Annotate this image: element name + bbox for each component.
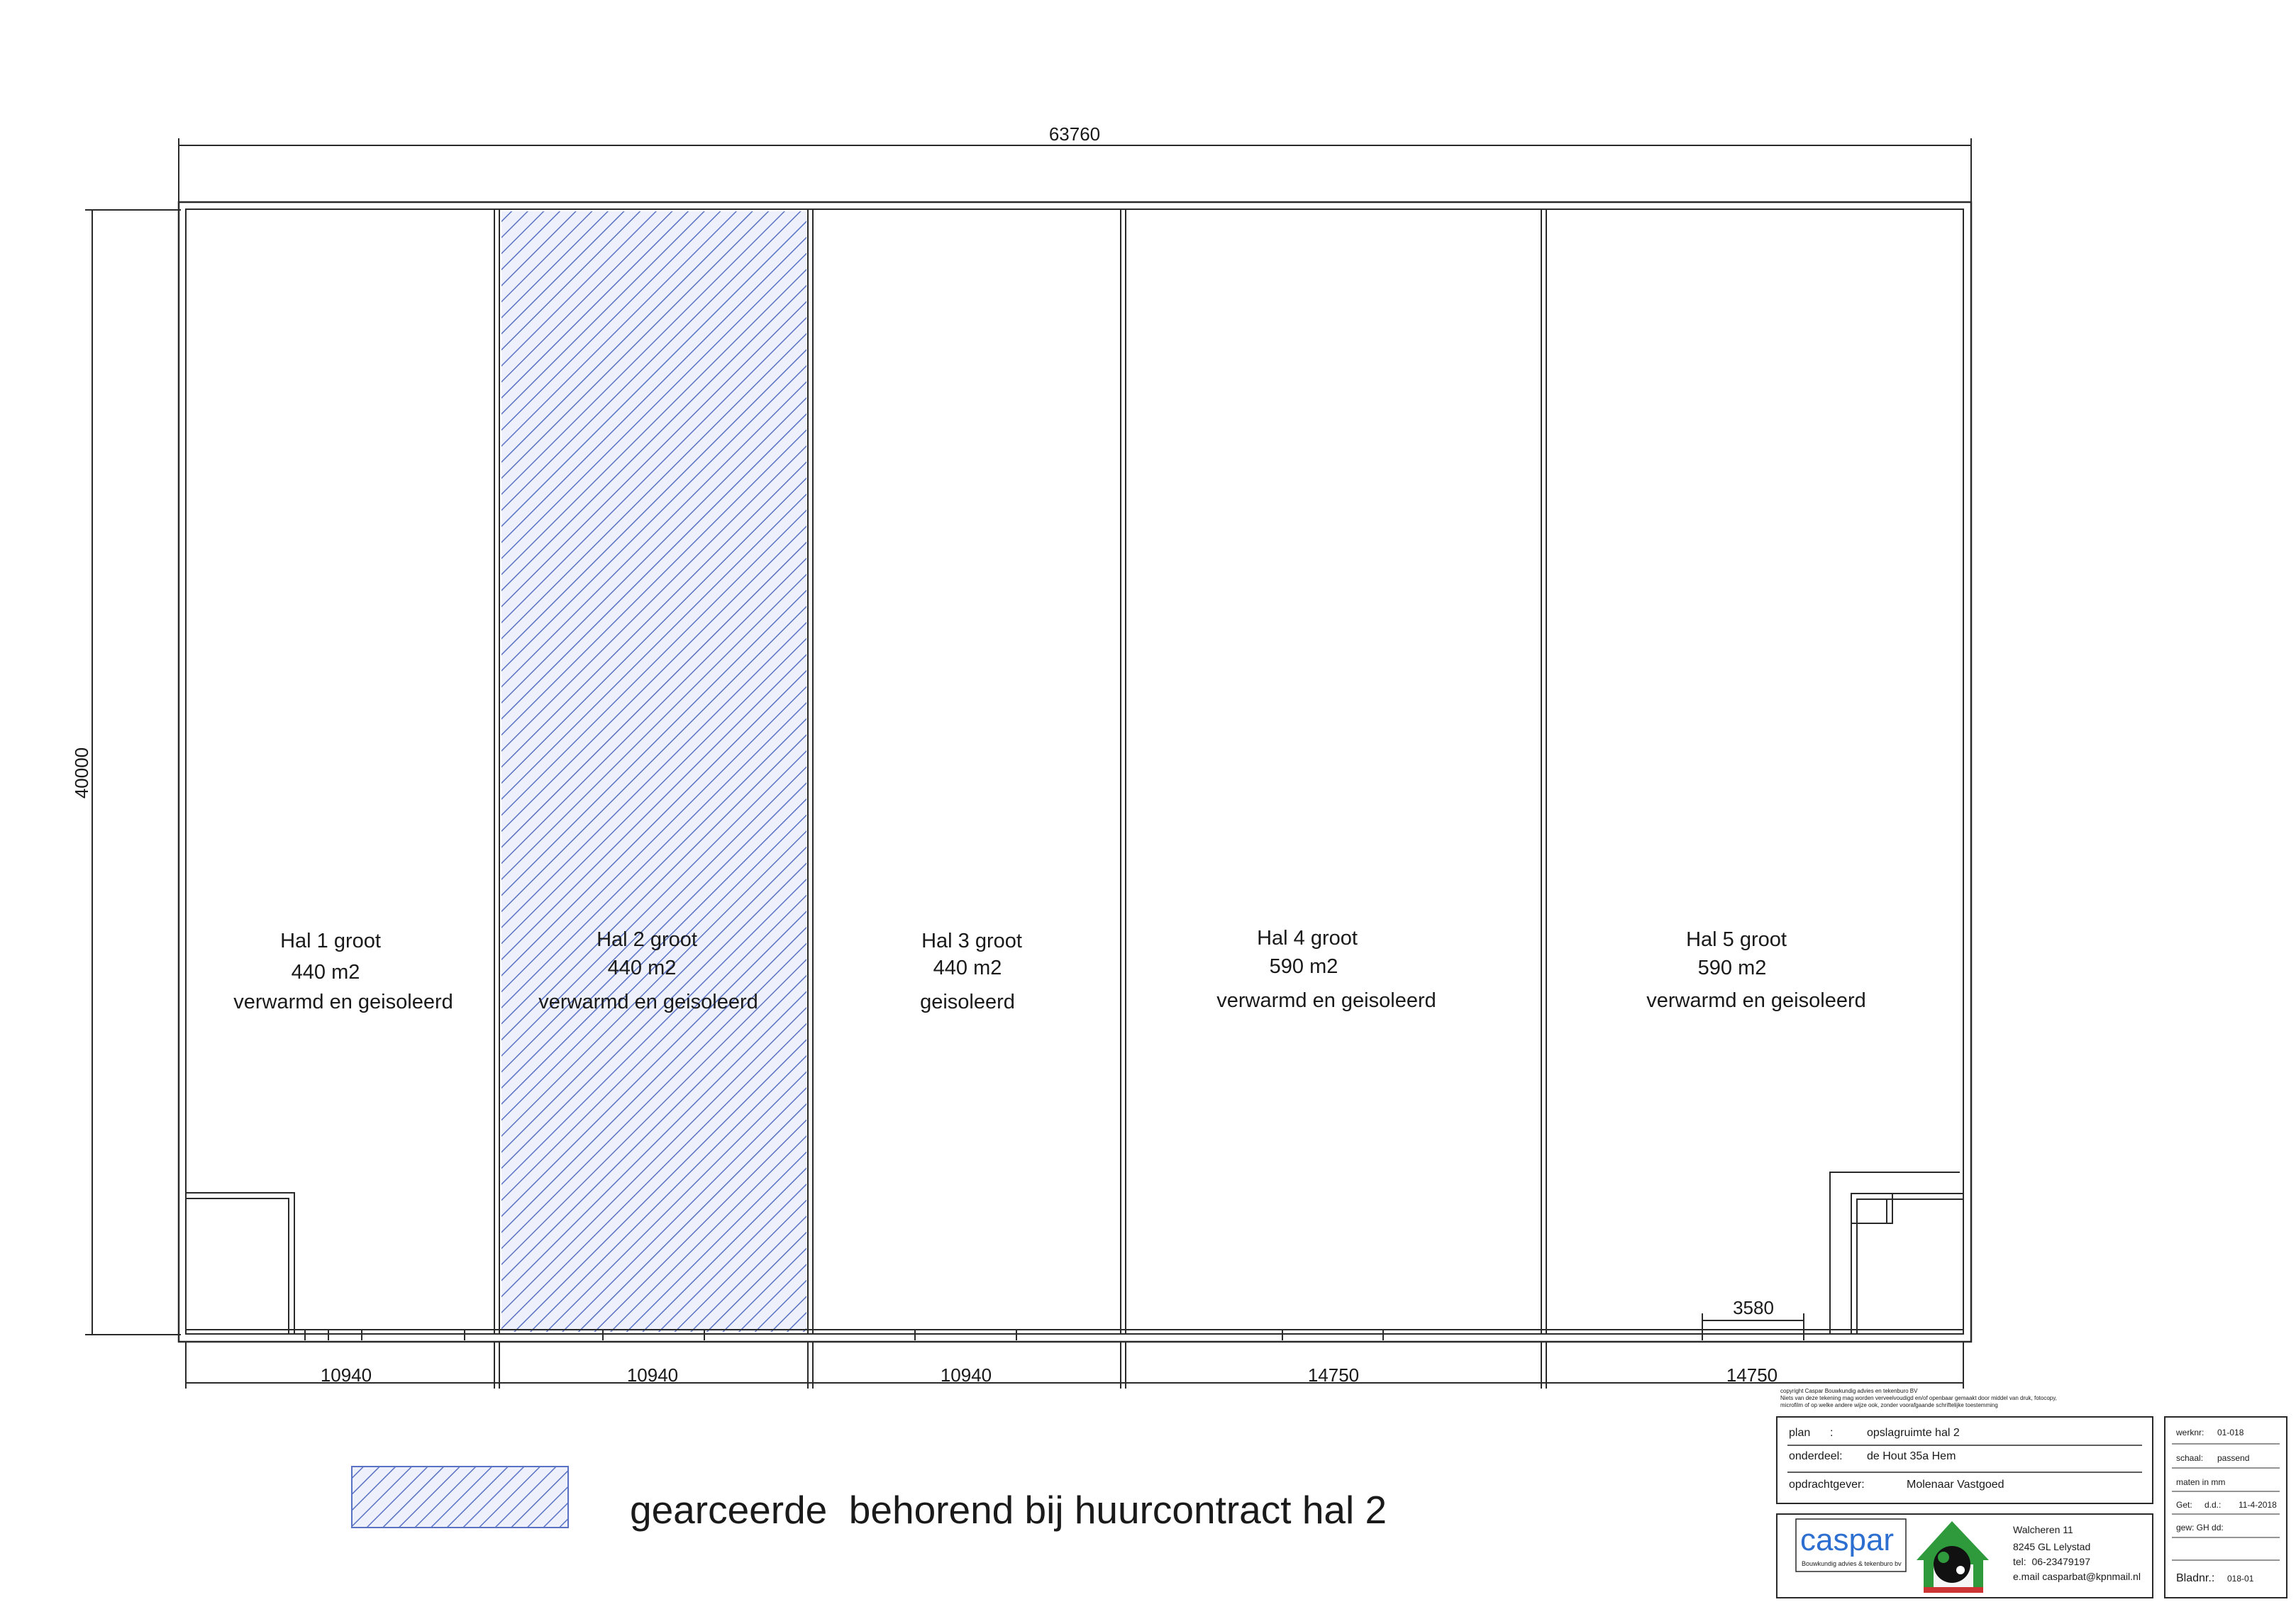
hall-width-dimensions bbox=[186, 1342, 1963, 1389]
legend-text: gearceerde behorend bij huurcontract hal 2 bbox=[630, 1488, 1387, 1532]
hall-2-width: 10940 bbox=[626, 1364, 679, 1386]
get-date: 11-4-2018 bbox=[2239, 1500, 2277, 1510]
hall-5-area: 590 m2 bbox=[1697, 957, 1767, 979]
hall-1-name: Hal 1 groot bbox=[280, 930, 381, 952]
hall-4-width: 14750 bbox=[1307, 1364, 1360, 1386]
company-logo-subtitle: Bouwkundig advies & tekenburo bv bbox=[1802, 1560, 1902, 1567]
legend-hatch-swatch bbox=[352, 1467, 568, 1528]
overall-depth-label: 40000 bbox=[71, 747, 92, 799]
hall-3-label bbox=[920, 930, 1022, 1013]
hall-4-label bbox=[1216, 927, 1436, 1012]
opdrachtgever-value: Molenaar Vastgoed bbox=[1907, 1479, 2004, 1491]
werknr-value: 01-018 bbox=[2217, 1428, 2244, 1437]
hall-5-spec: verwarmd en geisoleerd bbox=[1646, 989, 1866, 1012]
hall-1-area: 440 m2 bbox=[291, 961, 360, 984]
hall-5-office-room bbox=[1830, 1172, 1963, 1334]
bladnr-label: Bladnr.: bbox=[2176, 1572, 2215, 1584]
hall-5-label bbox=[1646, 928, 1865, 1012]
werknr-label: werknr: bbox=[2176, 1428, 2205, 1437]
onderdeel-label: onderdeel: bbox=[1789, 1450, 1843, 1462]
opdrachtgever-label: opdrachtgever: bbox=[1789, 1479, 1865, 1491]
copyright-line-1: copyright Caspar Bouwkundig advies en tekenburo BV bbox=[1780, 1388, 1918, 1394]
plan-separator: : bbox=[1830, 1427, 1834, 1439]
telephone: tel: 06-23479197 bbox=[2013, 1556, 2090, 1567]
hall-4-spec: verwarmd en geisoleerd bbox=[1216, 989, 1436, 1012]
copyright-line-3: microfilm of op welke andere wijze ook, zonder voorafgaande schriftelijke toestemming bbox=[1780, 1402, 1998, 1408]
get-dd-label: d.d.: bbox=[2205, 1500, 2222, 1510]
hall-3-name: Hal 3 groot bbox=[921, 930, 1022, 952]
hall-4-name: Hal 4 groot bbox=[1257, 927, 1358, 950]
hall-5-width: 14750 bbox=[1726, 1364, 1778, 1386]
hall-1-spec: verwarmd en geisoleerd bbox=[233, 991, 453, 1013]
building-outline bbox=[179, 202, 1971, 1342]
company-logo-text: caspar bbox=[1800, 1523, 1895, 1557]
schaal-value: passend bbox=[2217, 1453, 2250, 1463]
hall-5-name: Hal 5 groot bbox=[1686, 928, 1787, 951]
facade-door-markers bbox=[186, 1330, 1963, 1340]
maten-note: maten in mm bbox=[2176, 1477, 2226, 1487]
hall-3-area: 440 m2 bbox=[933, 957, 1002, 979]
title-block bbox=[1777, 1388, 2287, 1598]
gew-label: gew: GH dd: bbox=[2176, 1523, 2224, 1533]
hall-1-office-room bbox=[186, 1193, 294, 1334]
address-line-1: Walcheren 11 bbox=[2013, 1524, 2073, 1535]
hall-3-width: 10940 bbox=[940, 1364, 992, 1386]
address-line-2: 8245 GL Lelystad bbox=[2013, 1541, 2091, 1552]
bladnr-value: 018-01 bbox=[2227, 1574, 2254, 1584]
onderdeel-value: de Hout 35a Hem bbox=[1867, 1450, 1956, 1462]
hall-1-width: 10940 bbox=[320, 1364, 372, 1386]
get-label: Get: bbox=[2176, 1500, 2192, 1510]
door-dimension-label: 3580 bbox=[1733, 1297, 1774, 1318]
copyright-line-2: Niets van deze tekening mag worden verveelvoudigd en/of openbaar gemaakt door middel van druk, fotocopy, bbox=[1780, 1395, 2057, 1401]
hall-3-spec: geisoleerd bbox=[920, 991, 1015, 1013]
email: e.mail casparbat@kpnmail.nl bbox=[2013, 1571, 2141, 1582]
overall-width-label: 63760 bbox=[1048, 123, 1101, 145]
hall-1-label bbox=[233, 930, 453, 1013]
hall-2-name: Hal 2 groot bbox=[597, 928, 697, 951]
overall-depth-dimension bbox=[85, 210, 181, 1335]
plan-label: plan bbox=[1789, 1427, 1811, 1439]
hall-2-area: 440 m2 bbox=[607, 957, 677, 979]
overall-width-dimension bbox=[179, 138, 1971, 202]
house-logo-icon bbox=[1917, 1521, 1989, 1593]
plan-value: opslagruimte hal 2 bbox=[1867, 1427, 1960, 1439]
hall-4-area: 590 m2 bbox=[1269, 955, 1338, 978]
hall-2-spec: verwarmd en geisoleerd bbox=[538, 991, 758, 1013]
hall-2-hatched-area bbox=[501, 211, 806, 1332]
schaal-label: schaal: bbox=[2176, 1453, 2204, 1463]
